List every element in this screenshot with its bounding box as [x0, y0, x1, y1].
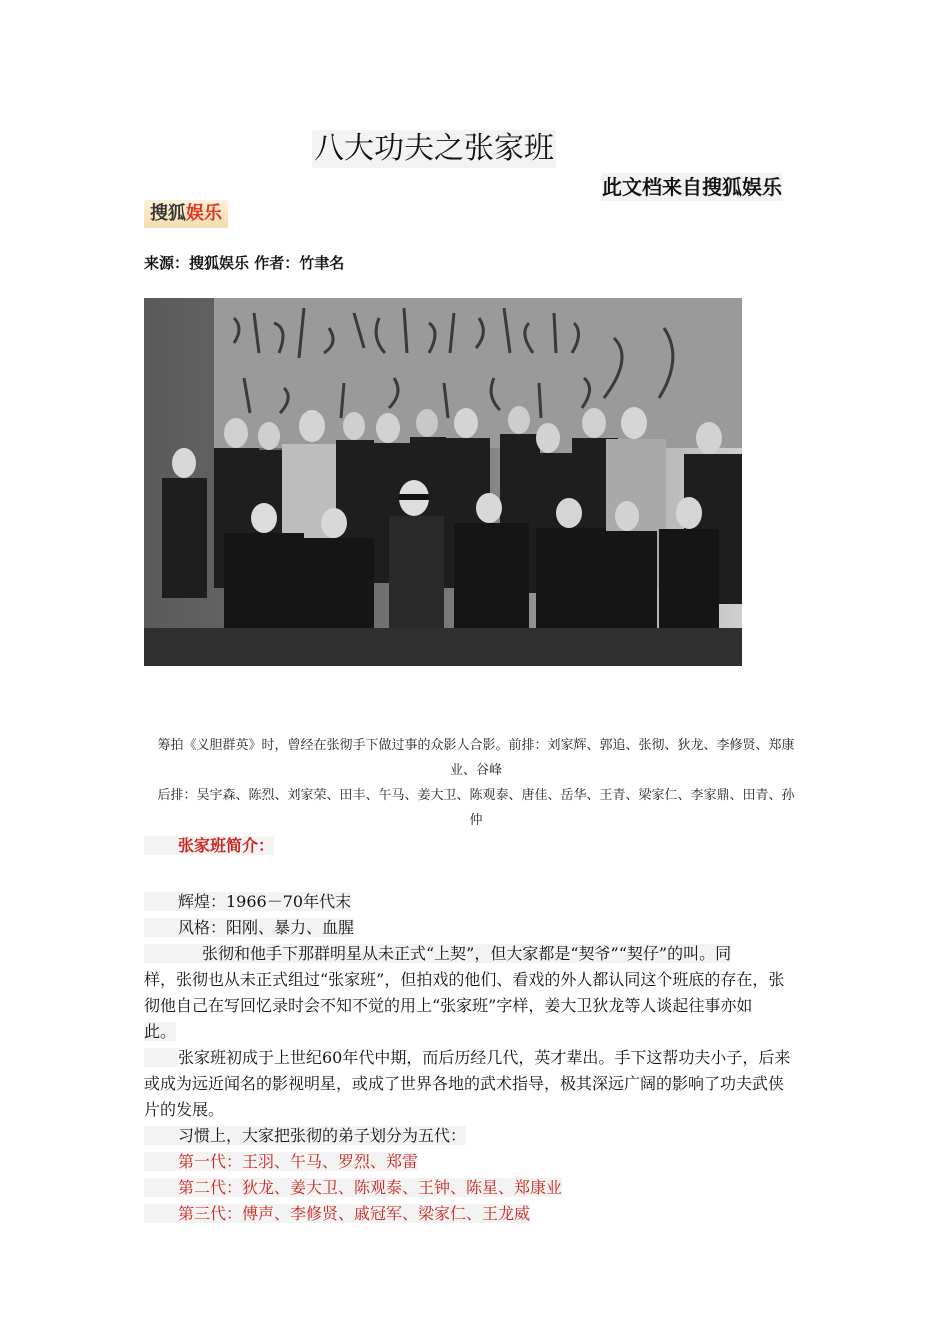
- paragraph-2-line-3: 片的发展。: [144, 1100, 225, 1119]
- photo-caption-line-3: 后排：吴宇森、陈烈、刘家荣、田丰、午马、姜大卫、陈观泰、唐佳、岳华、王青、梁家仁、李家鼎、田青、孙: [157, 788, 795, 803]
- source-author-line: 来源：搜狐娱乐 作者：竹聿名: [144, 254, 345, 272]
- section-heading: 张家班简介：: [144, 833, 808, 859]
- paragraph-1-line-1: 张彻和他手下那群明星从未正式“上契”，但大家都是“契爷”“契仔”的叫。同: [144, 941, 808, 967]
- paragraph-2-line-2: 或成为远近闻名的影视明星，或成了世界各地的武术指导，极其深远广阔的影响了功夫武侠: [144, 1074, 785, 1093]
- paragraph-2-line-1: 张家班初成于上世纪60年代中期，而后历经几代，英才辈出。手下这帮功夫小子，后来: [144, 1045, 808, 1071]
- generation-2: 第二代：狄龙、姜大卫、陈观泰、王钟、陈星、郑康业: [144, 1175, 808, 1201]
- generation-3: 第三代：傅声、李修贤、戚冠军、梁家仁、王龙威: [144, 1201, 808, 1227]
- paragraph-1-line-4: 此。: [144, 1022, 177, 1041]
- paragraph-1-line-3: 彻他自己在写回忆录时会不知不觉的用上“张家班”字样，姜大卫狄龙等人谈起往事亦如: [144, 996, 753, 1015]
- style-line: 风格：阳刚、暴力、血腥: [144, 915, 808, 941]
- document-subtitle: 此文档来自搜狐娱乐: [602, 175, 782, 199]
- photo-caption-line-4: 仲: [469, 813, 483, 828]
- group-photo: [144, 298, 742, 666]
- group-photo-image: [144, 298, 742, 666]
- logo-part-1: 搜狐: [150, 203, 186, 224]
- paragraph-1-line-2: 样，张彻也从未正式组过“张家班”，但拍戏的他们、看戏的外人都认同这个班底的存在，张: [144, 970, 785, 989]
- sohu-entertainment-logo: [144, 200, 228, 228]
- paragraph-3: 习惯上，大家把张彻的弟子划分为五代：: [144, 1123, 808, 1149]
- logo-part-2: 娱乐: [186, 203, 222, 224]
- document-title: 八大功夫之张家班: [314, 131, 554, 166]
- photo-caption-line-2: 业、谷峰: [449, 763, 502, 778]
- photo-caption-line-1: 筹拍《义胆群英》时，曾经在张彻手下做过事的众影人合影。前排：刘家辉、郭追、张彻、狄龙、李修贤、郑康: [157, 738, 795, 753]
- generation-1: 第一代：王羽、午马、罗烈、郑雷: [144, 1149, 808, 1175]
- glory-line: 辉煌：1966－70年代末: [144, 889, 808, 915]
